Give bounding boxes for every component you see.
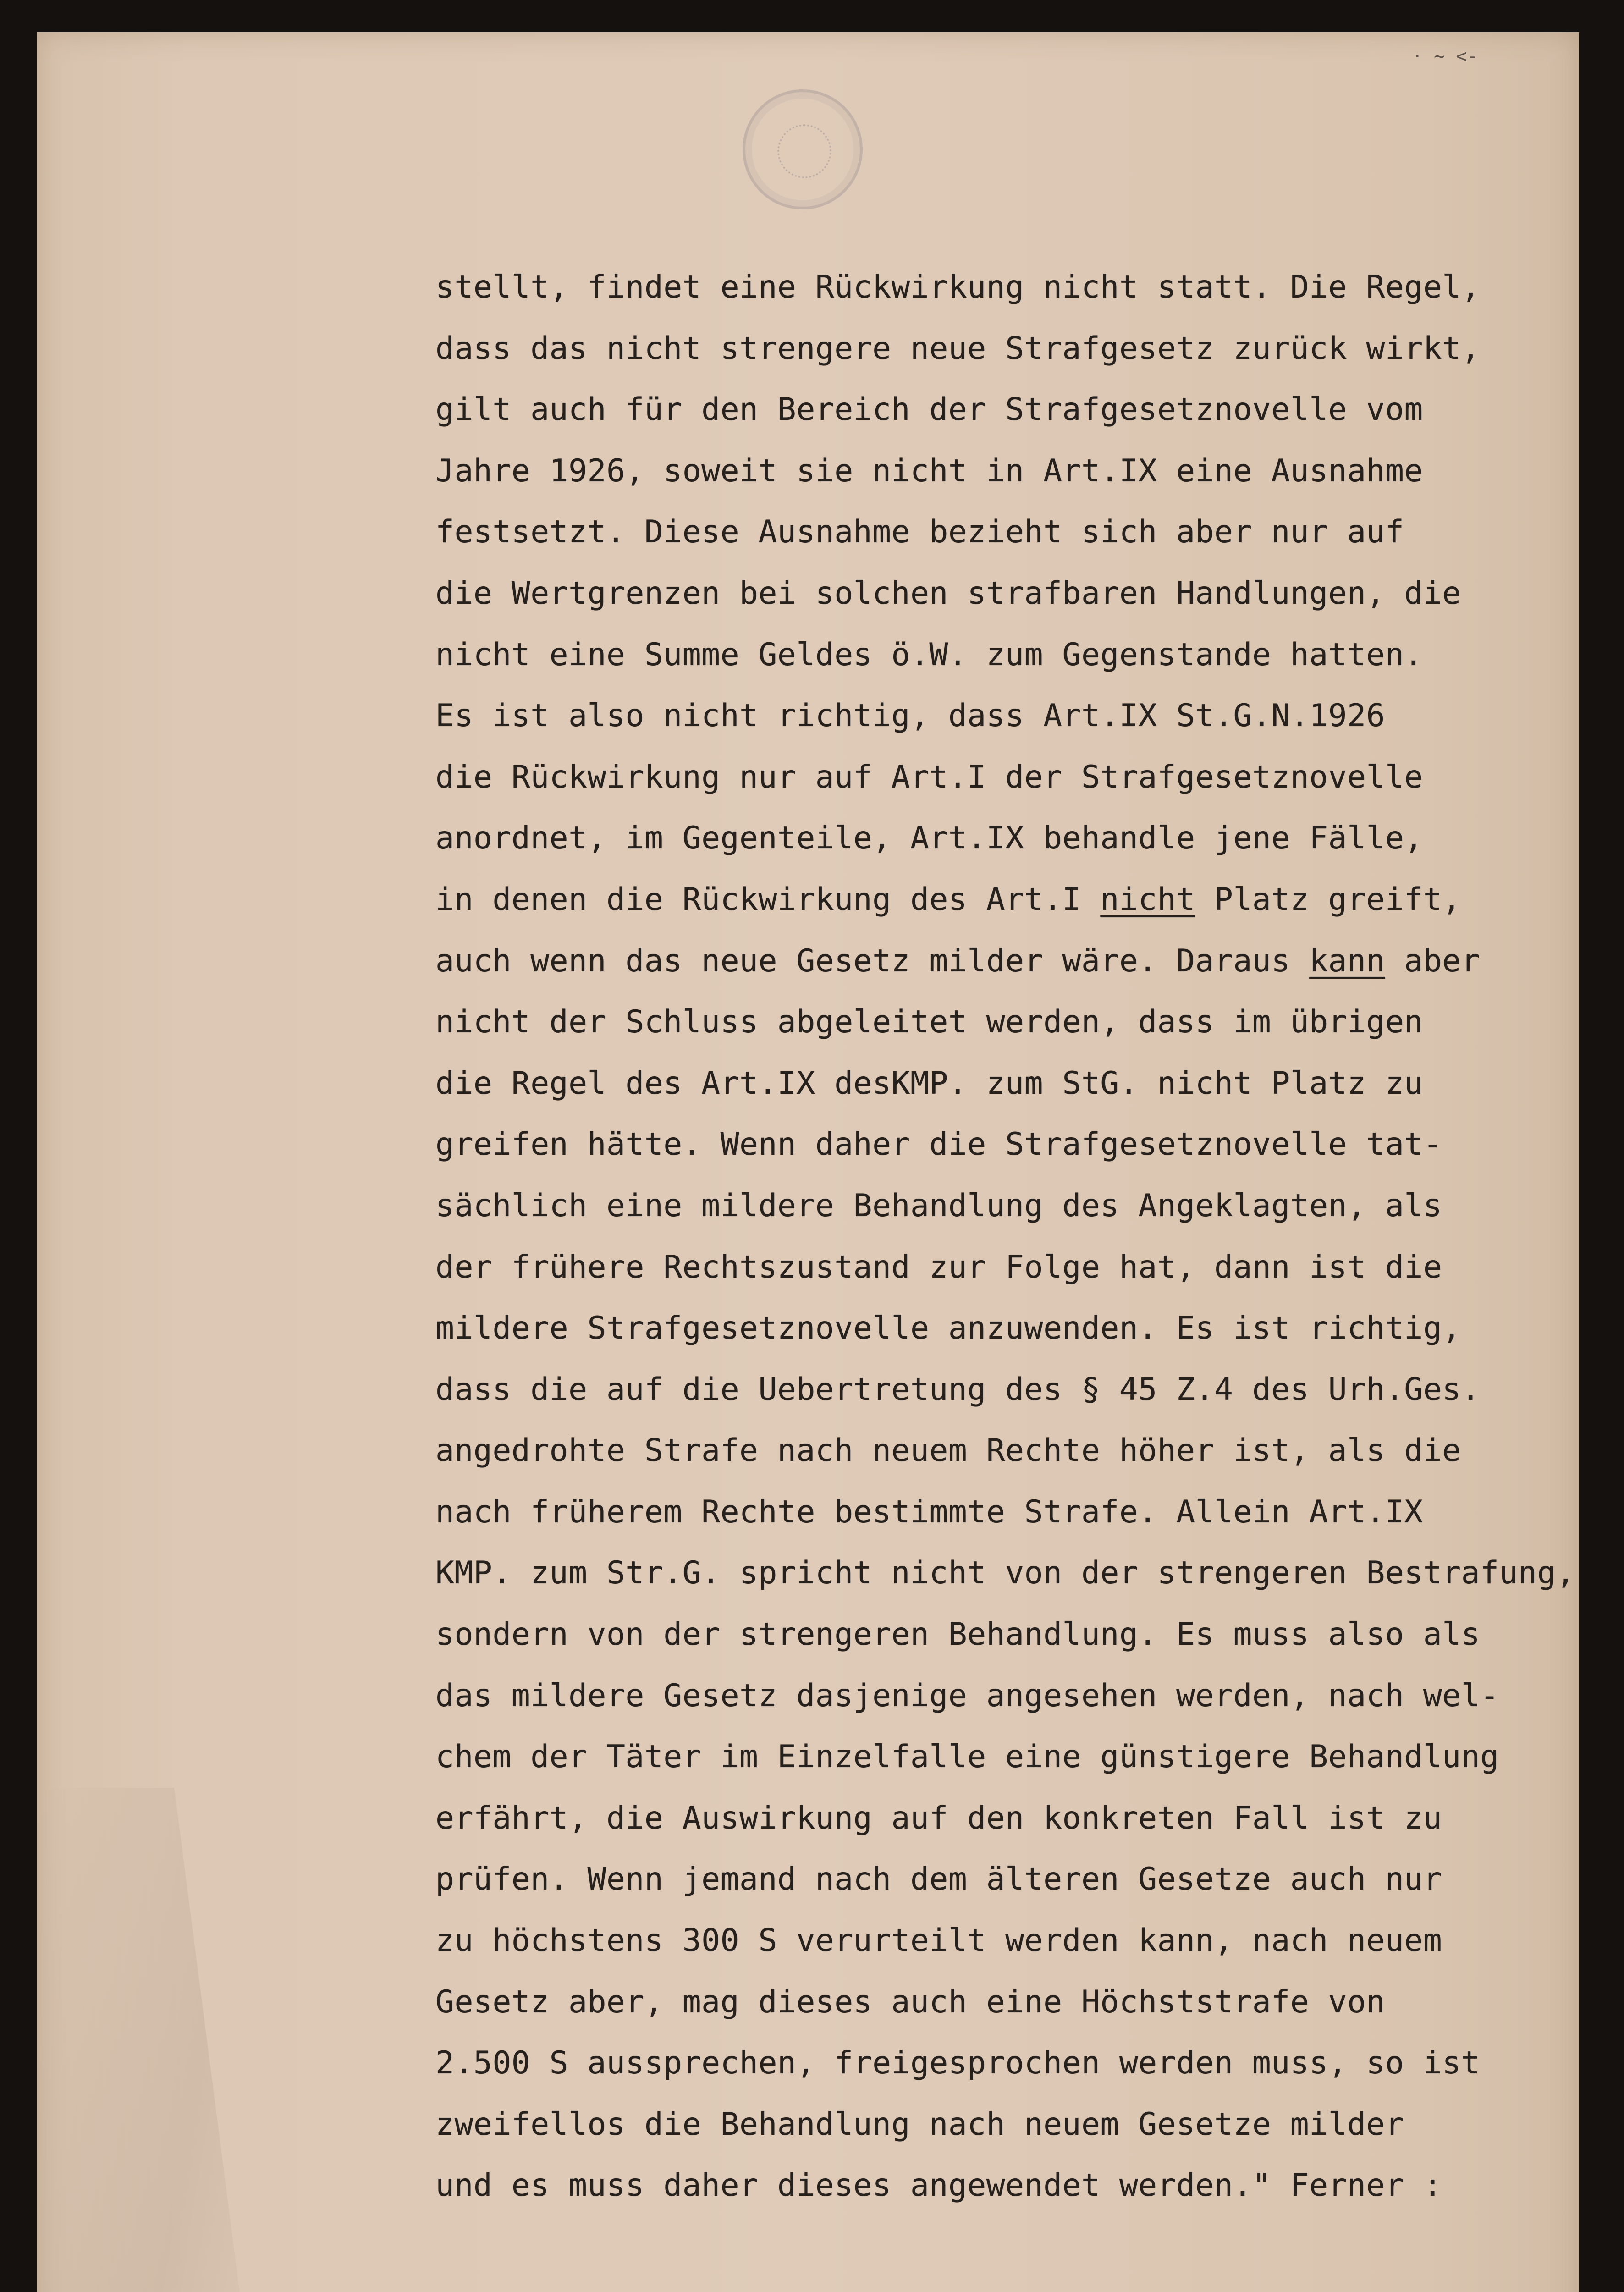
text-line: festsetzt. Diese Ausnahme bezieht sich aber nur auf (435, 514, 1404, 551)
text-line: Es ist also nicht richtig, dass Art.IX St.G.N.1926 (435, 698, 1385, 734)
text-line: sächlich eine mildere Behandlung des Angeklagten, als (435, 1187, 1442, 1224)
text-line: die Wertgrenzen bei solchen strafbaren Handlungen, die (435, 575, 1461, 612)
text-segment: in denen die Rückwirkung des Art.I (435, 881, 1101, 918)
text-line: nach früherem Rechte bestimmte Strafe. Allein Art.IX (435, 1493, 1423, 1530)
text-line: prüfen. Wenn jemand nach dem älteren Gesetze auch nur (435, 1861, 1442, 1898)
typed-text-body (435, 257, 1575, 2216)
text-line: greifen hätte. Wenn daher die Strafgesetznovelle tat- (435, 1126, 1442, 1163)
text-line: zu höchstens 300 S verurteilt werden kann, nach neuem (435, 1923, 1442, 1959)
archive-stamp-inner-ring (777, 124, 831, 178)
underlined-word: nicht (1100, 881, 1195, 918)
text-line (435, 869, 1558, 931)
text-segment: aber (1385, 942, 1481, 979)
text-line: anordnet, im Gegenteile, Art.IX behandle jene Fälle, (435, 820, 1423, 857)
text-line: erfährt, die Auswirkung auf den konkreten Fall ist zu (435, 1800, 1442, 1836)
text-line: KMP. zum Str.G. spricht nicht von der strengeren Bestrafung, (435, 1555, 1575, 1592)
archive-stamp (743, 89, 863, 209)
text-line: Gesetz aber, mag dieses auch eine Höchststrafe von (435, 1983, 1385, 2020)
text-line: dass das nicht strengere neue Strafgesetz zurück wirkt, (435, 330, 1481, 367)
text-line: zweifellos die Behandlung nach neuem Gesetze milder (435, 2106, 1404, 2143)
text-line (435, 931, 1558, 992)
text-line: 2.500 S aussprechen, freigesprochen werden muss, so ist (435, 2045, 1481, 2082)
text-line: nicht eine Summe Geldes ö.W. zum Gegenstande hatten. (435, 636, 1423, 673)
text-line: gilt auch für den Bereich der Strafgesetznovelle vom (435, 391, 1423, 428)
text-line: nicht der Schluss abgeleitet werden, dass im übrigen (435, 1004, 1423, 1041)
text-line: und es muss daher dieses angewendet werden." Ferner : (435, 2167, 1442, 2204)
text-line: dass die auf die Uebertretung des § 45 Z.4 des Urh.Ges. (435, 1371, 1481, 1408)
text-line: angedrohte Strafe nach neuem Rechte höher ist, als die (435, 1432, 1461, 1469)
text-line: der frühere Rechtszustand zur Folge hat, dann ist die (435, 1249, 1442, 1285)
text-line: stellt, findet eine Rückwirkung nicht statt. Die Regel, (435, 269, 1481, 305)
corner-pencil-mark: · ~ <- (1412, 46, 1478, 67)
text-line: das mildere Gesetz dasjenige angesehen werden, nach wel- (435, 1677, 1499, 1714)
text-line: chem der Täter im Einzelfalle eine günstigere Behandlung (435, 1739, 1499, 1775)
text-line: die Regel des Art.IX desKMP. zum StG. nicht Platz zu (435, 1065, 1423, 1102)
text-segment: auch wenn das neue Gesetz milder wäre. Daraus (435, 942, 1310, 979)
text-line: sondern von der strengeren Behandlung. Es muss also als (435, 1616, 1481, 1653)
text-line: mildere Strafgesetznovelle anzuwenden. Es ist richtig, (435, 1310, 1461, 1347)
text-line: die Rückwirkung nur auf Art.I der Strafgesetznovelle (435, 759, 1423, 795)
text-line: Jahre 1926, soweit sie nicht in Art.IX eine Ausnahme (435, 452, 1423, 489)
underlined-word: kann (1309, 942, 1385, 979)
text-segment: Platz greift, (1195, 881, 1461, 918)
